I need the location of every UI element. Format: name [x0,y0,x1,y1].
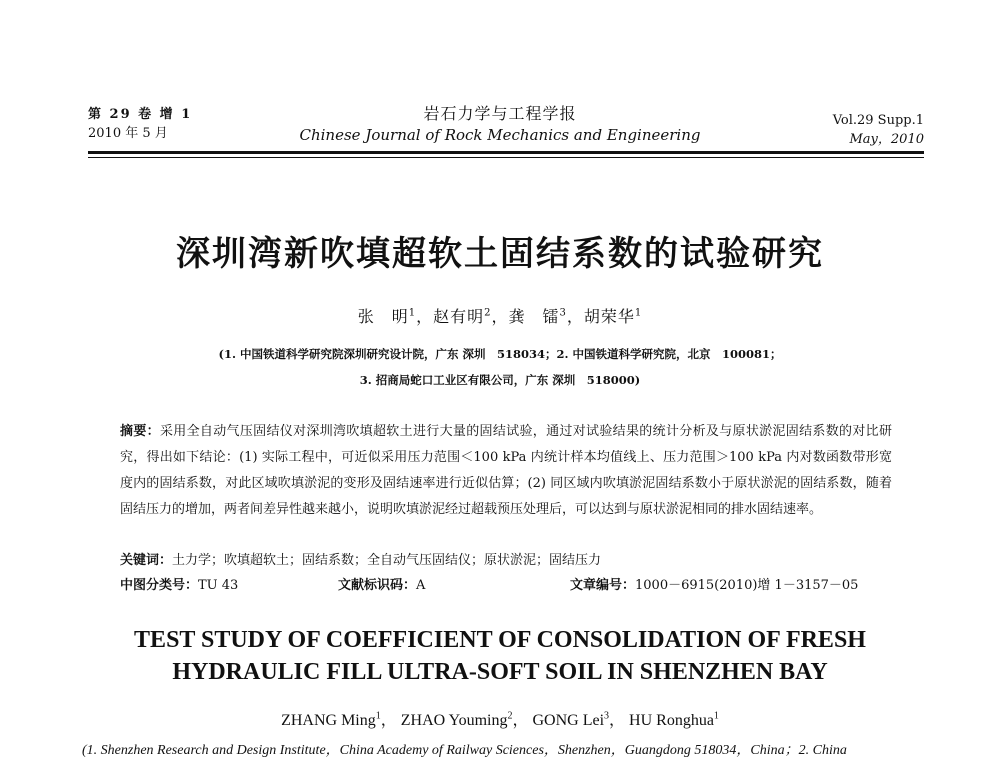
author-name-en: ZHAO Youming [400,712,508,729]
keywords-label: 关键词： [120,553,173,568]
author-affil-mark: 3 [559,307,567,319]
clc-code [120,575,238,597]
doc-value: A [416,578,426,593]
affiliation-cn-line1: (1. 中国铁道科学研究院深圳研究设计院，广东 深圳 518034；2. 中国铁道科学研究院，北京 100081； [218,347,782,361]
clc-label: 中图分类号： [120,578,199,593]
author-affil-mark: 1 [713,710,719,722]
header-right [833,111,924,149]
author-name-en: ZHANG Ming [281,712,376,729]
keywords-text: 土力学；吹填超软土；固结系数；全自动气压固结仪；原状淤泥；固结压力 [172,553,602,568]
author-name: 张 明 [357,307,409,326]
author-name: 赵有明 [433,307,485,326]
authors-cn: 张 明$^1$，赵有明$^2$，龚 镭$^3$，胡荣华$^1$ [357,307,643,326]
author-affil-mark: 1 [408,307,417,319]
affiliation-en: (1. Shenzhen Research and Design Institute，China Academy of Railway Sciences，Shenzhen，Guangdong 518034，China；2. China [82,743,847,758]
paper-title-cn: 深圳湾新吹填超软土固结系数的试验研究 [176,234,824,274]
article-label: 文章编号： [570,578,636,593]
affiliation-cn-line2: 3. 招商局蛇口工业区有限公司，广东 深圳 518000) [359,373,641,387]
author-name-en: GONG Lei [532,712,605,729]
abstract-label: 摘要： [120,424,160,439]
header-rule-thick [88,151,924,154]
title-en-line1: TEST STUDY OF COEFFICIENT OF CONSOLIDATION OF FRESH [134,627,866,653]
abstract [120,419,892,523]
author-affil-mark: 1 [375,710,381,722]
clc-value: TU 43 [198,578,239,593]
article-value: 1000－6915(2010)增 1－3157－05 [635,578,859,593]
doc-label: 文献标识码： [338,578,417,593]
paper-title-en [0,624,1000,688]
header-rule-thin [88,157,924,158]
volume-cn: 第 29 卷 增 1 [88,107,193,122]
author-affil-mark: 2 [484,307,492,319]
author-affil-mark: 2 [507,710,513,722]
author-affil-mark: 1 [634,307,643,319]
journal-title-cn: 岩石力学与工程学报 [423,104,577,123]
article-number [570,575,858,597]
authors-en: ZHANG Ming$^1$， ZHAO Youming$^2$， GONG Lei$^3$， HU Ronghua$^1$ [281,710,719,729]
author-name: 龚 镭 [508,307,560,326]
keywords [120,550,892,572]
author-name: 胡荣华 [583,307,635,326]
author-affil-mark: 3 [604,710,610,722]
volume-en: Vol.29 Supp.1 [832,113,924,128]
document-code [338,575,425,597]
date-cn: 2010 年 5 月 [88,126,168,141]
title-en-line2: HYDRAULIC FILL ULTRA-SOFT SOIL IN SHENZHEN BAY [172,659,828,685]
author-name-en: HU Ronghua [629,712,714,729]
journal-title-en: Chinese Journal of Rock Mechanics and Engineering [299,126,701,144]
abstract-text: 采用全自动气压固结仪对深圳湾吹填超软土进行大量的固结试验，通过对试验结果的统计分析及与原状淤泥固结系数的对比研究，得出如下结论：(1) 实际工程中，可近似采用压力范围＜100 kPa 内统计样本均值线上、压力范围＞100 kPa 内对数函数带形宽度内的固结系数，对此区域吹填淤泥的变形及固结速率进行近似估算；(2) 同区域内吹填淤泥固结系数小于原状淤泥的固结系数，随着固结压力的增加，两者间差异性越来越小，说明吹填淤泥经过超载预压处理后，可以达到与原状淤泥相同的排水固结速率。 [120,424,892,517]
date-en: May，2010 [849,132,924,147]
